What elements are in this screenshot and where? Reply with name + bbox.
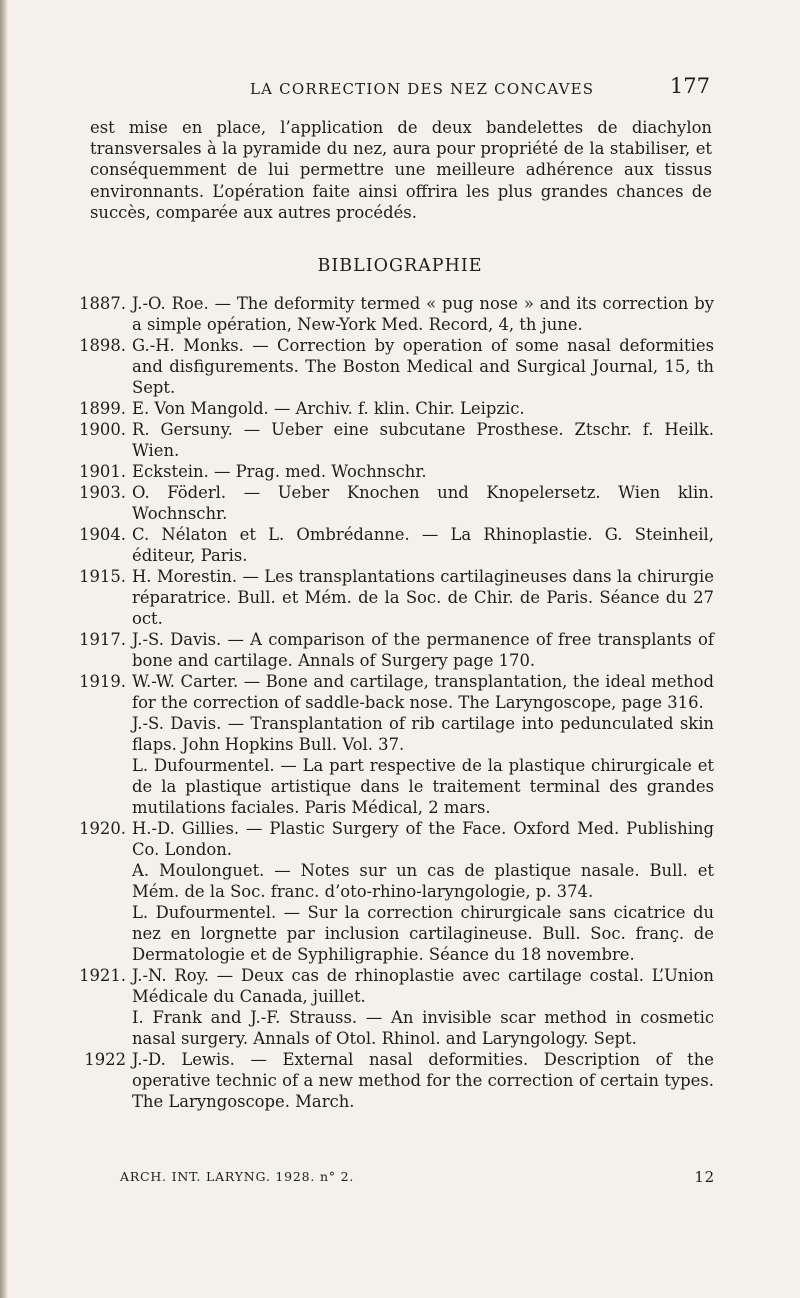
page-edge-shadow — [0, 0, 8, 1298]
signature-mark: 12 — [694, 1168, 715, 1186]
entry-text: L. Dufourmentel. — La part respective de la plastique chirurgicale et de la plastique artistique dans le traitement terminal des grandes mutilations faciales. Paris Médical, 2 mars. — [132, 756, 714, 817]
bibliography-entry — [70, 1007, 714, 1049]
entry-text: I. Frank and J.-F. Strauss. — An invisible scar method in cosmetic nasal surgery. Annals of Otol. Rhinol. and Laryngology. Sept. — [132, 1008, 714, 1048]
entry-text: H.-D. Gillies. — Plastic Surgery of the Face. Oxford Med. Publishing Co. London. — [132, 819, 714, 859]
entry-year: 1915. — [79, 567, 126, 586]
entry-text: O. Föderl. — Ueber Knochen und Knopelersetz. Wien klin. Wochnschr. — [132, 483, 714, 523]
bibliography-entry — [70, 293, 714, 335]
entry-text: G.-H. Monks. — Correction by operation of some nasal deformities and disfigurements. The Boston Medical and Surgical Journal, 15, th Sept. — [132, 336, 714, 397]
bibliography-entry — [70, 671, 714, 713]
bibliography-list — [70, 293, 714, 1112]
bibliography-entry — [70, 482, 714, 524]
bibliography-entry — [70, 860, 714, 902]
entry-year: 1917. — [79, 630, 126, 649]
page-number: 177 — [669, 74, 710, 98]
entry-text: E. Von Mangold. — Archiv. f. klin. Chir. Leipzic. — [132, 399, 525, 418]
running-title: LA CORRECTION DES NEZ CONCAVES — [250, 80, 595, 98]
bibliography-entry — [70, 335, 714, 398]
intro-paragraph: est mise en place, l’application de deux bandelettes de diachylon transversales à la pyramide du nez, aura pour propriété de la stabiliser, et conséquemment de lui permettre une meilleure adhérence aux tissus environnants. L’opération faite ainsi offrira les plus grandes chances de succès, comparée aux autres procédés. — [90, 118, 712, 222]
bibliography-entry — [70, 524, 714, 566]
bibliography-entry — [70, 419, 714, 461]
entry-year: 1899. — [79, 399, 126, 418]
entry-text: H. Morestin. — Les transplantations cartilagineuses dans la chirurgie réparatrice. Bull. et Mém. de la Soc. de Chir. de Paris. Séance du 27 oct. — [132, 567, 714, 628]
bibliography-entry — [70, 713, 714, 755]
entry-text: A. Moulonguet. — Notes sur un cas de plastique nasale. Bull. et Mém. de la Soc. franc. d’oto-rhino-laryngologie, p. 374. — [132, 861, 714, 901]
bibliography-entry — [70, 461, 714, 482]
bibliography-entry — [70, 755, 714, 818]
entry-year: 1921. — [79, 966, 126, 985]
journal-reference: ARCH. INT. LARYNG. 1928. n° 2. — [120, 1169, 355, 1184]
section-title: BIBLIOGRAPHIE — [317, 256, 483, 276]
bibliography-entry — [70, 629, 714, 671]
entry-text: Eckstein. — Prag. med. Wochnschr. — [132, 462, 427, 481]
entry-year: 1904. — [79, 525, 126, 544]
entry-year: 1920. — [79, 819, 126, 838]
entry-text: C. Nélaton et L. Ombrédanne. — La Rhinoplastie. G. Steinheil, éditeur, Paris. — [132, 525, 714, 565]
entry-year: 1919. — [79, 672, 126, 691]
bibliography-entry — [70, 965, 714, 1007]
entry-year: 1922 — [84, 1050, 126, 1069]
entry-text: J.-S. Davis. — A comparison of the permanence of free transplants of bone and cartilage. Annals of Surgery page 170. — [132, 630, 714, 670]
entry-year: 1887. — [79, 294, 126, 313]
entry-text: L. Dufourmentel. — Sur la correction chirurgicale sans cicatrice du nez en lorgnette par inclusion cartilagineuse. Bull. Soc. franç. de Dermatologie et de Syphiligraphie. Séance du 18 novembre. — [132, 903, 714, 964]
bibliography-entry — [70, 1049, 714, 1112]
entry-text: J.-D. Lewis. — External nasal deformities. Description of the operative technic of a new method for the correction of certain types. The Laryngoscope. March. — [132, 1050, 714, 1111]
bibliography-entry — [70, 566, 714, 629]
page-header — [90, 72, 710, 104]
entry-text: J.-O. Roe. — The deformity termed « pug nose » and its correction by a simple opération, New-York Med. Record, 4, th june. — [132, 294, 714, 334]
bibliography-entry — [70, 398, 714, 419]
page-footer — [120, 1169, 715, 1189]
entry-text: R. Gersuny. — Ueber eine subcutane Prosthese. Ztschr. f. Heilk. Wien. — [132, 420, 714, 460]
entry-year: 1901. — [79, 462, 126, 481]
bibliography-entry — [70, 902, 714, 965]
entry-text: J.-S. Davis. — Transplantation of rib cartilage into pedunculated skin flaps. John Hopkins Bull. Vol. 37. — [132, 714, 714, 754]
entry-year: 1898. — [79, 336, 126, 355]
entry-text: W.-W. Carter. — Bone and cartilage, transplantation, the ideal method for the correction of saddle-back nose. The Laryngoscope, page 316. — [132, 672, 714, 712]
entry-year: 1900. — [79, 420, 126, 439]
entry-year: 1903. — [79, 483, 126, 502]
bibliography-entry — [70, 818, 714, 860]
entry-text: J.-N. Roy. — Deux cas de rhinoplastie avec cartilage costal. L’Union Médicale du Canada, juillet. — [132, 966, 714, 1006]
